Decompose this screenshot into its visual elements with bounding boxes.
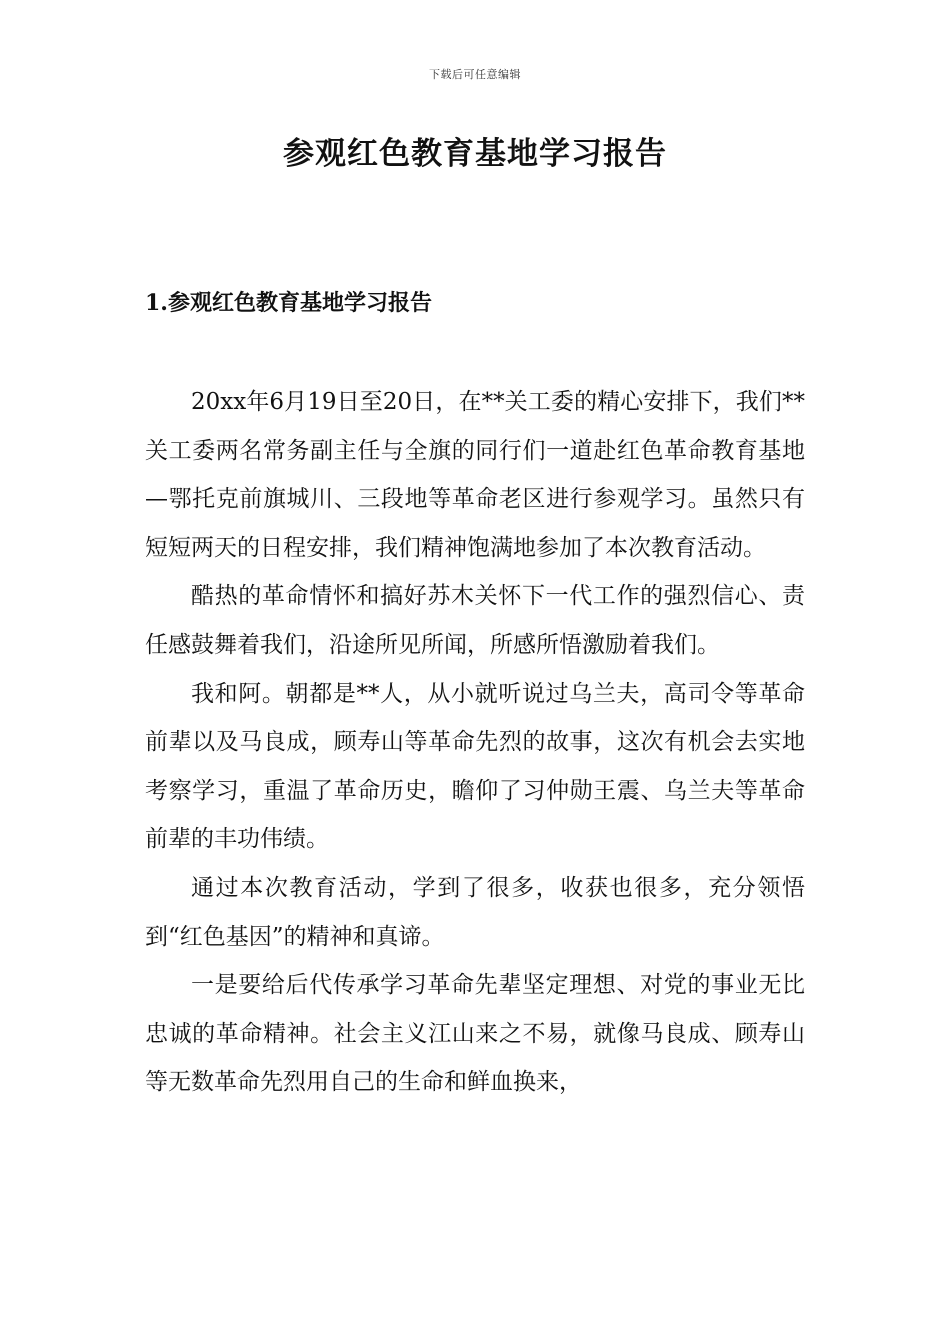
document-title: 参观红色教育基地学习报告	[283, 136, 667, 172]
paragraph: 20xx年6月19日至20日，在**关工委的精心安排下，我们**关工委两名常务副主任与全旗的同行们一道赴红色革命教育基地—鄂托克前旗城川、三段地等革命老区进行参观学习。虽然只有短短两天的日程安排，我们精神饱满地参加了本次教育活动。	[145, 389, 805, 561]
paragraph: 酷热的革命情怀和搞好苏木关怀下一代工作的强烈信心、责任感鼓舞着我们，沿途所见所闻，所感所悟激励着我们。	[145, 583, 805, 658]
section-heading: 1.参观红色教育基地学习报告	[145, 290, 432, 316]
document-body	[145, 378, 805, 1107]
paragraph: 一是要给后代传承学习革命先辈坚定理想、对党的事业无比忠诚的革命精神。社会主义江山来之不易，就像马良成、顾寿山等无数革命先烈用自己的生命和鲜血换来，	[145, 972, 805, 1096]
paragraph: 通过本次教育活动，学到了很多，收获也很多，充分领悟到“红色基因”的精神和真谛。	[145, 874, 805, 950]
paragraph: 我和阿。朝都是**人，从小就听说过乌兰夫，高司令等革命前辈以及马良成，顾寿山等革命先烈的故事，这次有机会去实地考察学习，重温了革命历史，瞻仰了习仲勋王震、乌兰夫等革命前辈的丰功伟绩。	[145, 680, 805, 853]
page-header-note: 下载后可任意编辑	[429, 68, 521, 81]
